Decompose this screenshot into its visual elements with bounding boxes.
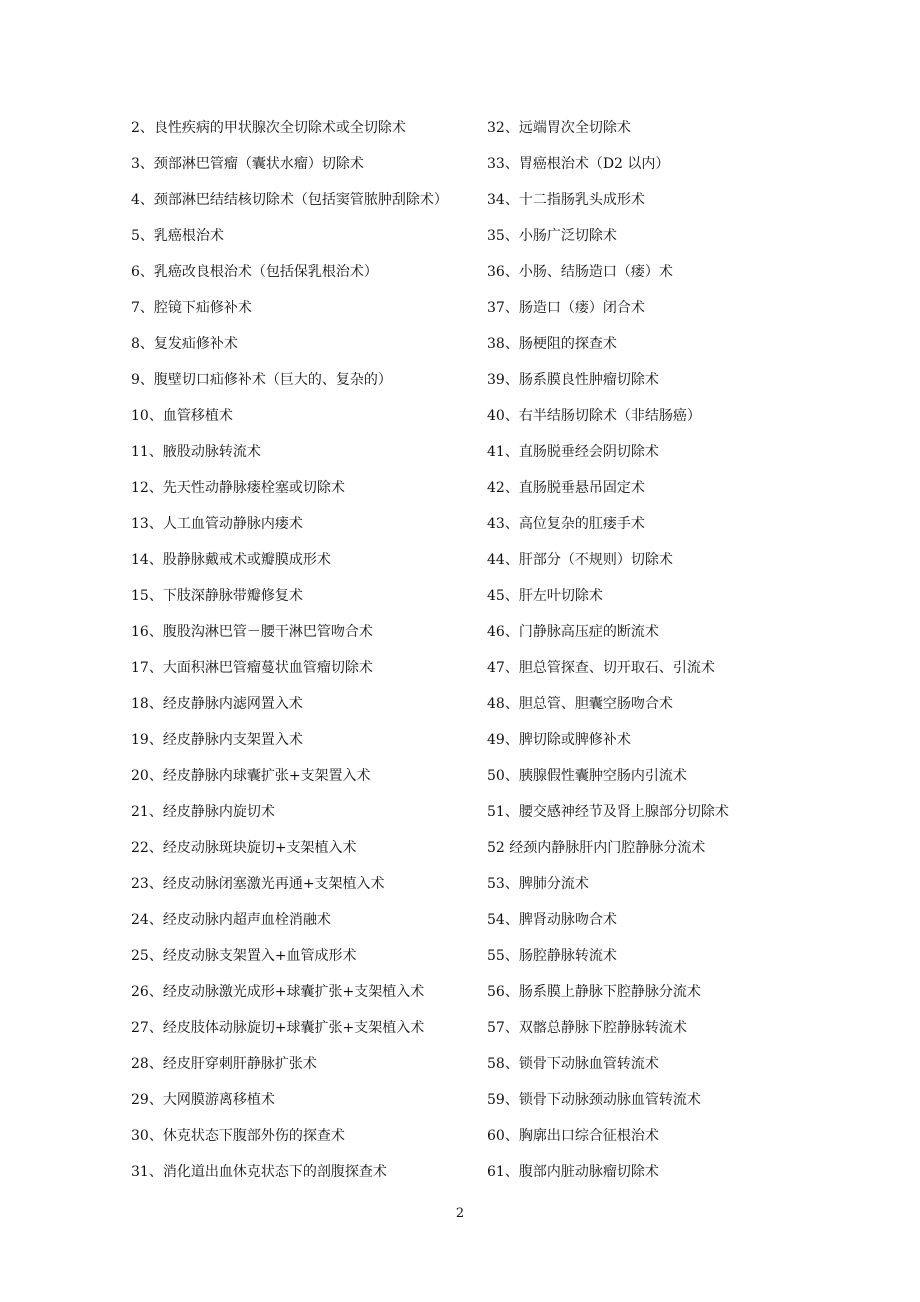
- procedure-item: 60、胸廓出口综合征根治术: [487, 1128, 659, 1144]
- procedure-item: 11、腋股动脉转流术: [131, 444, 261, 460]
- procedure-item: 43、高位复杂的肛瘘手术: [487, 516, 645, 532]
- procedure-item: 30、休克状态下腹部外伤的探查术: [131, 1128, 345, 1144]
- procedure-item: 36、小肠、结肠造口（瘘）术: [487, 264, 673, 280]
- procedure-item: 58、锁骨下动脉血管转流术: [487, 1056, 659, 1072]
- procedure-item: 27、经皮肢体动脉旋切+球囊扩张+支架植入术: [131, 1020, 425, 1036]
- procedure-item: 15、下肢深静脉带瓣修复术: [131, 588, 303, 604]
- procedure-item: 51、腰交感神经节及肾上腺部分切除术: [487, 804, 729, 820]
- procedure-item: 17、大面积淋巴管瘤蔓状血管瘤切除术: [131, 660, 373, 676]
- procedure-item: 8、复发疝修补术: [131, 336, 238, 352]
- procedure-item: 25、经皮动脉支架置入+血管成形术: [131, 948, 357, 964]
- procedure-item: 4、颈部淋巴结结核切除术（包括窦管脓肿刮除术）: [131, 192, 448, 208]
- procedure-item: 35、小肠广泛切除术: [487, 228, 617, 244]
- procedure-item: 2、良性疾病的甲状腺次全切除术或全切除术: [131, 120, 406, 136]
- procedure-item: 16、腹股沟淋巴管－腰干淋巴管吻合术: [131, 624, 373, 640]
- procedure-item: 38、肠梗阻的探查术: [487, 336, 617, 352]
- procedure-item: 10、血管移植术: [131, 408, 233, 424]
- procedure-item: 42、直肠脱垂悬吊固定术: [487, 480, 645, 496]
- procedure-item: 32、远端胃次全切除术: [487, 120, 631, 136]
- procedure-item: 48、胆总管、胆囊空肠吻合术: [487, 696, 673, 712]
- procedure-item: 22、经皮动脉斑块旋切+支架植入术: [131, 840, 357, 856]
- procedure-item: 3、颈部淋巴管瘤（囊状水瘤）切除术: [131, 156, 364, 172]
- procedure-item: 23、经皮动脉闭塞激光再通+支架植入术: [131, 876, 385, 892]
- procedure-item: 20、经皮静脉内球囊扩张+支架置入术: [131, 768, 371, 784]
- procedure-item: 46、门静脉高压症的断流术: [487, 624, 659, 640]
- procedure-item: 5、乳癌根治术: [131, 228, 224, 244]
- procedure-item: 21、经皮静脉内旋切术: [131, 804, 275, 820]
- procedure-list-right: [487, 110, 787, 1190]
- procedure-item: 49、脾切除或脾修补术: [487, 732, 631, 748]
- procedure-item: 26、经皮动脉激光成形+球囊扩张+支架植入术: [131, 984, 425, 1000]
- procedure-item: 28、经皮肝穿刺肝静脉扩张术: [131, 1056, 317, 1072]
- procedure-item: 50、胰腺假性囊肿空肠内引流术: [487, 768, 687, 784]
- procedure-item: 39、肠系膜良性肿瘤切除术: [487, 372, 659, 388]
- procedure-item: 56、肠系膜上静脉下腔静脉分流术: [487, 984, 701, 1000]
- procedure-item: 18、经皮静脉内滤网置入术: [131, 696, 303, 712]
- procedure-item: 9、腹壁切口疝修补术（巨大的、复杂的）: [131, 372, 392, 388]
- procedure-list-left: [131, 110, 471, 1190]
- page-number: 2: [455, 1206, 465, 1221]
- procedure-item: 61、腹部内脏动脉瘤切除术: [487, 1164, 659, 1180]
- procedure-item: 31、消化道出血休克状态下的剖腹探查术: [131, 1164, 387, 1180]
- procedure-item: 7、腔镜下疝修补术: [131, 300, 252, 316]
- procedure-item: 55、肠腔静脉转流术: [487, 948, 617, 964]
- procedure-item: 12、先天性动静脉瘘栓塞或切除术: [131, 480, 345, 496]
- procedure-item: 57、双髂总静脉下腔静脉转流术: [487, 1020, 687, 1036]
- procedure-item: 59、锁骨下动脉颈动脉血管转流术: [487, 1092, 701, 1108]
- procedure-item: 45、肝左叶切除术: [487, 588, 603, 604]
- procedure-item: 37、肠造口（瘘）闭合术: [487, 300, 645, 316]
- procedure-item: 54、脾肾动脉吻合术: [487, 912, 617, 928]
- procedure-item: 34、十二指肠乳头成形术: [487, 192, 645, 208]
- procedure-item: 14、股静脉戴戒术或瓣膜成形术: [131, 552, 331, 568]
- procedure-item: 41、直肠脱垂经会阴切除术: [487, 444, 659, 460]
- procedure-item: 6、乳癌改良根治术（包括保乳根治术）: [131, 264, 378, 280]
- procedure-item: 33、胃癌根治术（D2 以内）: [487, 156, 670, 172]
- procedure-item: 52 经颈内静脉肝内门腔静脉分流术: [487, 840, 706, 856]
- procedure-item: 19、经皮静脉内支架置入术: [131, 732, 303, 748]
- procedure-item: 13、人工血管动静脉内瘘术: [131, 516, 303, 532]
- procedure-item: 53、脾肺分流术: [487, 876, 589, 892]
- procedure-item: 44、肝部分（不规则）切除术: [487, 552, 673, 568]
- procedure-item: 29、大网膜游离移植术: [131, 1092, 275, 1108]
- procedure-item: 47、胆总管探查、切开取石、引流术: [487, 660, 715, 676]
- procedure-item: 24、经皮动脉内超声血栓消融术: [131, 912, 331, 928]
- procedure-item: 40、右半结肠切除术（非结肠癌）: [487, 408, 701, 424]
